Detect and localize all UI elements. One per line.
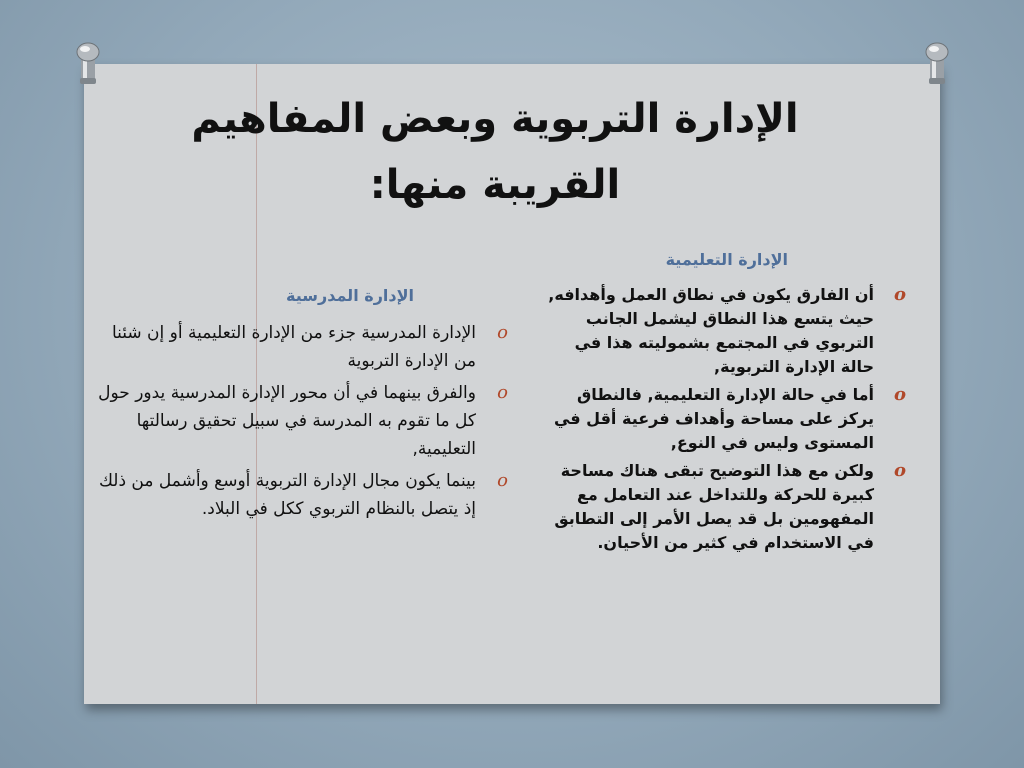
bullet-icon: o: [497, 382, 508, 403]
list-item: [98, 467, 512, 523]
bullet-icon: o: [497, 322, 508, 343]
list-item: [538, 283, 910, 379]
list-item-text: الإدارة المدرسية جزء من الإدارة التعليمية أو إن شئنا من الإدارة التربوية: [111, 323, 476, 371]
pin-left-icon: [71, 42, 105, 86]
right-column-heading: الإدارة التعليمية: [665, 250, 788, 269]
right-column: [538, 250, 910, 559]
list-item: [538, 459, 910, 555]
bullet-icon: o: [893, 284, 906, 305]
left-column-list: [98, 319, 512, 523]
list-item-text: بينما يكون مجال الإدارة التربوية أوسع وأشمل من ذلك إذ يتصل بالنظام التربوي ككل في البلاد.: [98, 471, 476, 519]
bullet-icon: o: [497, 470, 508, 491]
list-item-text: والفرق بينهما في أن محور الإدارة المدرسية يدور حول كل ما تقوم به المدرسة في سبيل تحقيق رسالتها التعليمية,: [98, 383, 476, 459]
list-item: [538, 383, 910, 455]
bullet-icon: o: [893, 384, 906, 405]
right-column-list: [538, 283, 910, 555]
list-item-text: أما في حالة الإدارة التعليمية, فالنطاق يركز على مساحة وأهداف فرعية أقل في المستوى وليس في النوع,: [553, 385, 874, 452]
slide-title: الإدارة التربوية وبعض المفاهيم القريبة منها:: [191, 96, 799, 208]
list-item-text: أن الفارق يكون في نطاق العمل وأهدافه, حيث يتسع هذا النطاق ليشمل الجانب التربوي في المجتمع بشموليته هذا في حالة الإدارة التربوية,: [548, 285, 874, 376]
list-item: [98, 379, 512, 463]
left-column: [98, 286, 512, 527]
pin-right-icon: [920, 42, 954, 86]
list-item-text: ولكن مع هذا التوضيح تبقى هناك مساحة كبيرة للحركة وللتداخل عند التعامل مع المفهومين بل قد يصل الأمر إلى التطابق في الاستخدام في كثير من الأحيان.: [554, 461, 874, 552]
list-item: [98, 319, 512, 375]
left-column-heading: الإدارة المدرسية: [286, 286, 414, 305]
bullet-icon: o: [893, 460, 906, 481]
